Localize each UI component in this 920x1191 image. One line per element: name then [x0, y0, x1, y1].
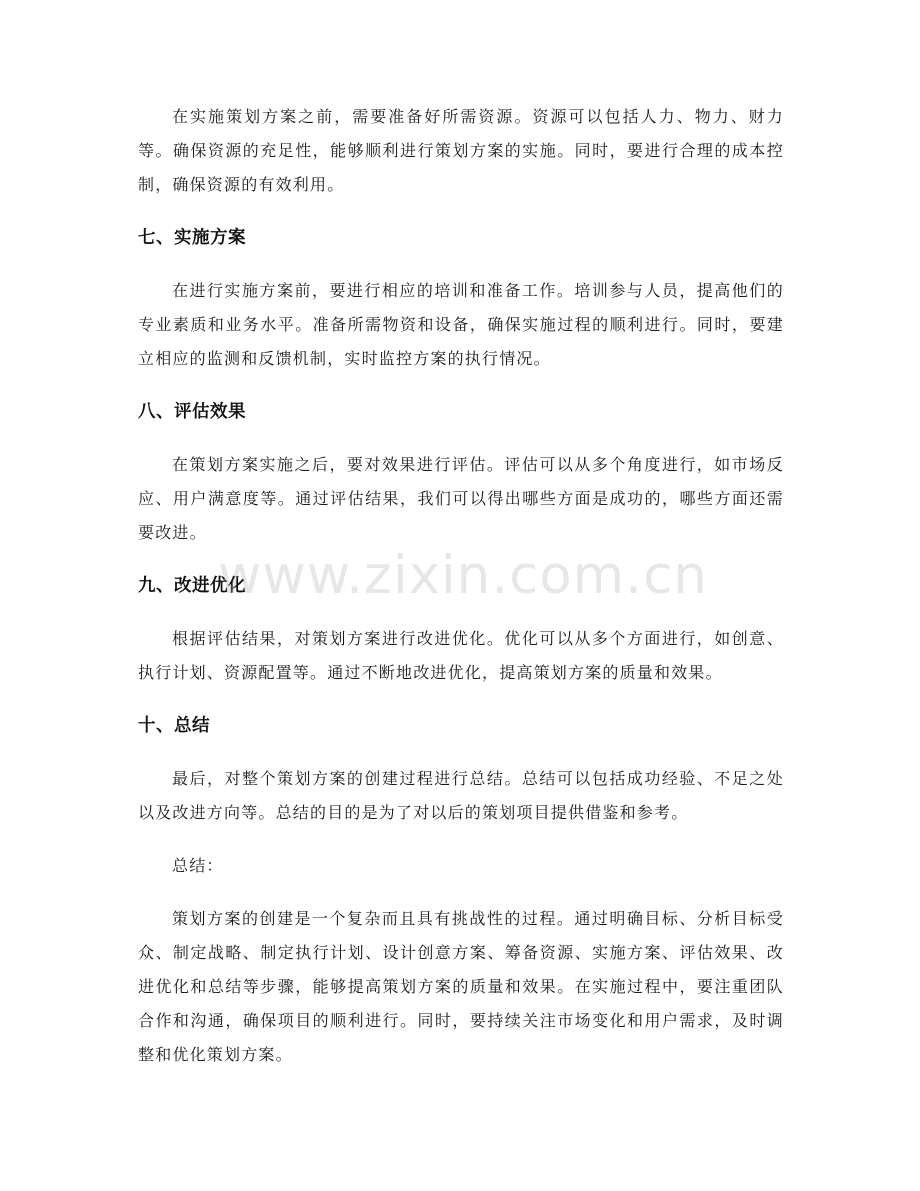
- paragraph-summary: 策划方案的创建是一个复杂而且具有挑战性的过程。通过明确目标、分析目标受众、制定战略、制定执行计划、设计创意方案、筹备资源、实施方案、评估效果、改进优化和总结等步骤，能够提高策划方案的质量和效果。在实施过程中，要注重团队合作和沟通，确保项目的顺利进行。同时，要持续关注市场变化和用户需求，及时调整和优化策划方案。: [138, 909, 784, 1064]
- paragraph-implementation: 在进行实施方案前，要进行相应的培训和准备工作。培训参与人员，提高他们的专业素质和业务水平。准备所需物资和设备，确保实施过程的顺利进行。同时，要建立相应的监测和反馈机制，实时监控方案的执行情况。: [138, 281, 784, 368]
- paragraph-improvement: 根据评估结果，对策划方案进行改进优化。优化可以从多个方面进行，如创意、执行计划、资源配置等。通过不断地改进优化，提高策划方案的质量和效果。: [138, 629, 784, 682]
- heading-section-9: 九、改进优化: [138, 576, 246, 596]
- heading-section-8: 八、评估效果: [138, 402, 246, 422]
- summary-label: 总结：: [172, 856, 224, 875]
- heading-section-7: 七、实施方案: [138, 228, 246, 248]
- paragraph-evaluation: 在策划方案实施之后，要对效果进行评估。评估可以从多个角度进行，如市场反应、用户满意度等。通过评估结果，我们可以得出哪些方面是成功的，哪些方面还需要改进。: [138, 455, 784, 542]
- heading-section-10: 十、总结: [138, 716, 210, 736]
- paragraph-conclusion: 最后，对整个策划方案的创建过程进行总结。总结可以包括成功经验、不足之处以及改进方向等。总结的目的是为了对以后的策划项目提供借鉴和参考。: [138, 769, 784, 822]
- watermark-text: www.zixin.com.cn: [218, 545, 708, 606]
- paragraph-resources: 在实施策划方案之前，需要准备好所需资源。资源可以包括人力、物力、财力等。确保资源的充足性，能够顺利进行策划方案的实施。同时，要进行合理的成本控制，确保资源的有效利用。: [138, 107, 784, 194]
- document-body: [138, 100, 784, 1072]
